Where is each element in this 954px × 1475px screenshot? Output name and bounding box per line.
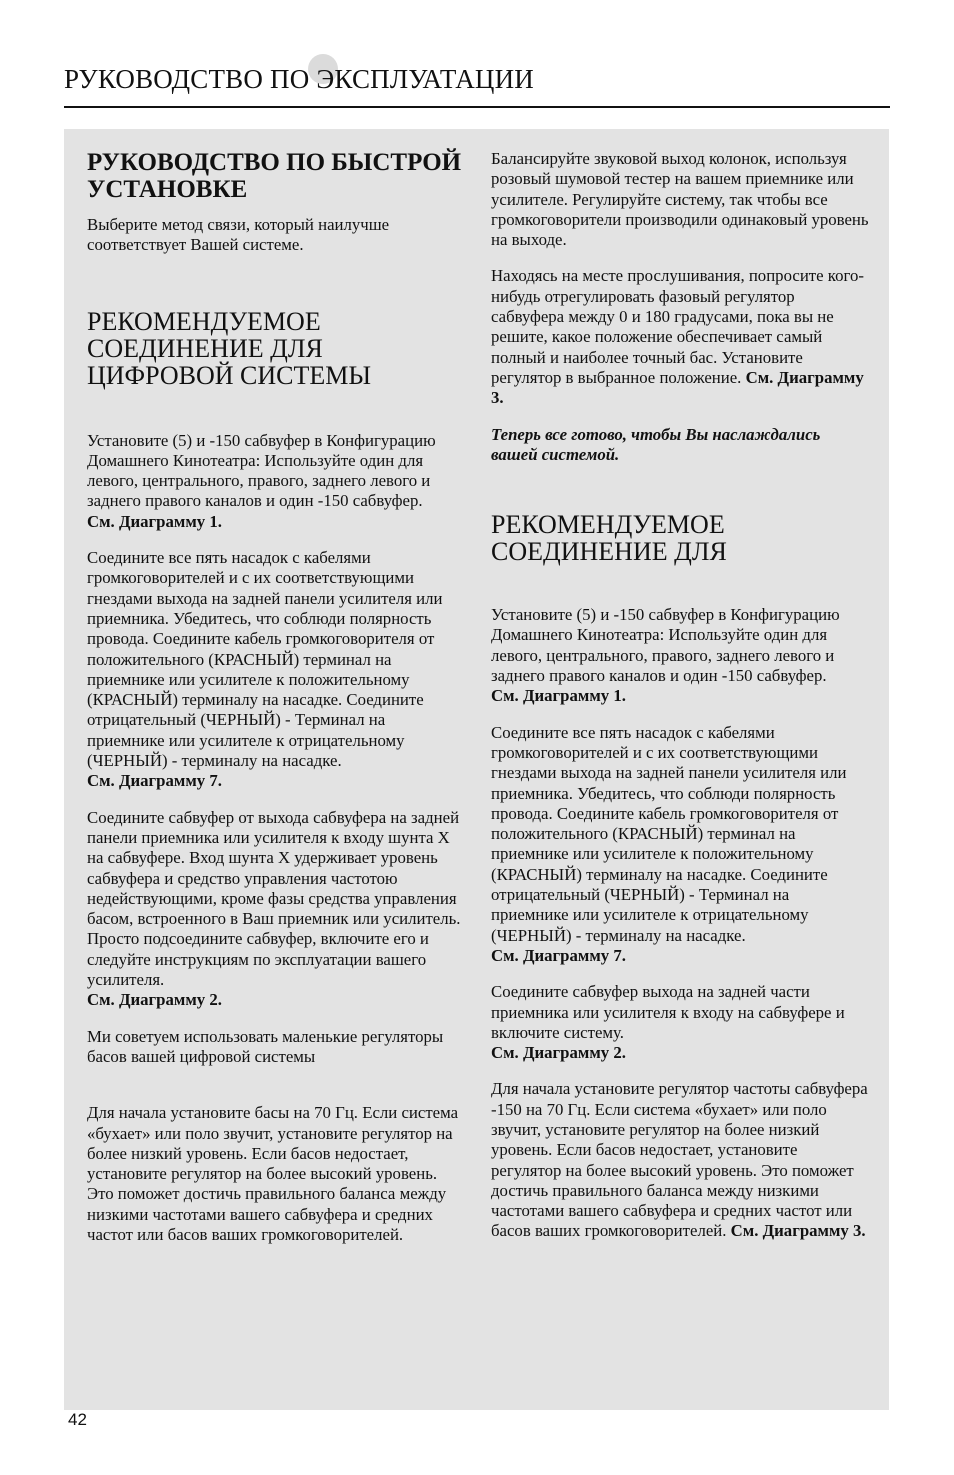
bass-setting-paragraph: Для начала установите басы на 70 Гц. Если система «бухает» или поло звучит, установите регулятор на более низкий уровень. Если басов недостает, установите регулятор на более высокий уровень. Это поможет достичь правильного баланса между низкими частотами вашего сабвуфера и средних частот или басов ваших громкоговорителей. [87, 1103, 459, 1244]
setup-paragraph [491, 605, 869, 706]
diagram-ref: См. Диаграмму 7. [491, 945, 626, 965]
right-column [491, 149, 869, 1242]
subwoofer-paragraph [491, 982, 869, 1063]
frequency-paragraph [491, 1079, 869, 1241]
diagram-ref: См. Диаграмму 1. [491, 686, 626, 706]
wiring-paragraph [491, 723, 869, 967]
intro-text: Выберите метод связи, который наилучше соответствует Вашей системе. [87, 215, 390, 255]
balance-paragraph: Балансируйте звуковой выход колонок, используя розовый шумовой тестер на вашем приемнике или усилителе. Регулируйте систему, так чтобы все громкоговорители производили одинаковый уровень на выходе. [491, 149, 869, 250]
setup-text: Установите (5) и -150 сабвуфер в Конфигурацию Домашнего Кинотеатра: Используйте один для левого, центрального, правого, заднего левого и заднего правого каналов и один -150 сабвуфер. [491, 605, 840, 686]
page-number: 42 [68, 1410, 87, 1429]
diagram-ref: См. Диаграмму 7. [87, 771, 222, 791]
header-title: РУКОВОДСТВО ПО ЭКСПЛУАТАЦИИ [64, 64, 534, 94]
content-panel [64, 129, 889, 1410]
subwoofer-text: Соедините сабвуфер выхода на задней части приемника или усилителя к входу на сабвуфере и включите систему. [491, 982, 845, 1042]
phase-text: Находясь на месте прослушивания, попросите кого-нибудь отрегулировать фазовый регулятор сабвуфера между 0 и 180 градусами, пока вы не решите, какое положение обеспечивает самый полный и наиболее точный бас. Установите регулятор в выбранное положение. [491, 266, 864, 387]
diagram-ref: См. Диаграмму 2. [491, 1043, 626, 1063]
setup-paragraph [87, 431, 465, 532]
diagram-ref: См. Диаграмму 1. [87, 511, 222, 531]
bass-advice-paragraph: Ми советуем использовать маленькие регуляторы басов вашей цифровой системы [87, 1026, 444, 1066]
diagram-ref: См. Диаграмму 3. [730, 1221, 866, 1241]
setup-text: Установите (5) и -150 сабвуфер в Конфигурацию Домашнего Кинотеатра: Используйте один для левого, центрального, правого, заднего левого и заднего правого каналов и один -150 сабвуфер. [87, 430, 436, 511]
diagram-ref: См. Диаграмму 2. [87, 990, 222, 1010]
phase-paragraph [491, 266, 869, 408]
digital-section-title: РЕКОМЕНДУЕМОЕ СОЕДИНЕНИЕ ДЛЯ ЦИФРОВОЙ СИСТЕМЫ [87, 306, 372, 390]
wiring-paragraph [87, 548, 465, 792]
second-section-title: РЕКОМЕНДУЕМОЕ СОЕДИНЕНИЕ ДЛЯ [491, 510, 727, 567]
subwoofer-paragraph [87, 808, 465, 1011]
wiring-text: Соедините все пять насадок с кабелями громкоговорителей и с их соответствующими гнездами выхода на задней панели усилителя или приемника. Убедитесь, что соблюди полярность провода. Соедините кабель громкоговорителя от положительного (КРАСНЫЙ) терминал на приемнике или усилителе к положительному (КРАСНЫЙ) терминалу на насадке. Соедините отрицательный (ЧЕРНЫЙ) - Терминал на приемнике или усилителе к отрицательному (ЧЕРНЫЙ) - терминалу на насадке. [87, 548, 443, 771]
page-header [64, 58, 888, 108]
diagram-ref: См. Диаграмму 3. [491, 367, 864, 408]
header-rule [64, 106, 890, 108]
quick-setup-title: РУКОВОДСТВО ПО БЫСТРОЙ УСТАНОВКЕ [87, 149, 462, 203]
left-column [87, 149, 465, 1245]
frequency-text: Для начала установите регулятор частоты сабвуфера -150 на 70 Гц. Если система «бухает» или поло звучит, установите регулятор на более низкий уровень. Если басов недостает, установите регулятор на более высокий уровень. Это поможет достичь правильного баланса между низкими частотами вашего сабвуфера и средних частот или басов ваших громкоговорителей. [491, 1079, 868, 1241]
subwoofer-text: Соедините сабвуфер от выхода сабвуфера на задней панели приемника или усилителя к входу шунта X на сабвуфере. Вход шунта X удерживает уровень сабвуфера и средство управления частотою недействующими, кроме фазы средства управления басом, встроенного в Ваш приемник или усилитель. Просто подсоедините сабвуфер, включите его и следуйте инструкциям по эксплуатации вашего усилителя. [87, 807, 461, 990]
wiring-text: Соедините все пять насадок с кабелями громкоговорителей и с их соответствующими гнездами выхода на задней панели усилителя или приемника. Убедитесь, что соблюди полярность провода. Соедините кабель громкоговорителя от положительного (КРАСНЫЙ) терминал на приемнике или усилителе к положительному (КРАСНЫЙ) терминалу на насадке. Соедините отрицательный (ЧЕРНЫЙ) - Терминал на приемнике или усилителе к отрицательному (ЧЕРНЫЙ) - терминалу на насадке. [491, 722, 847, 945]
ready-note: Теперь все готово, чтобы Вы наслаждались вашей системой. [491, 424, 821, 464]
